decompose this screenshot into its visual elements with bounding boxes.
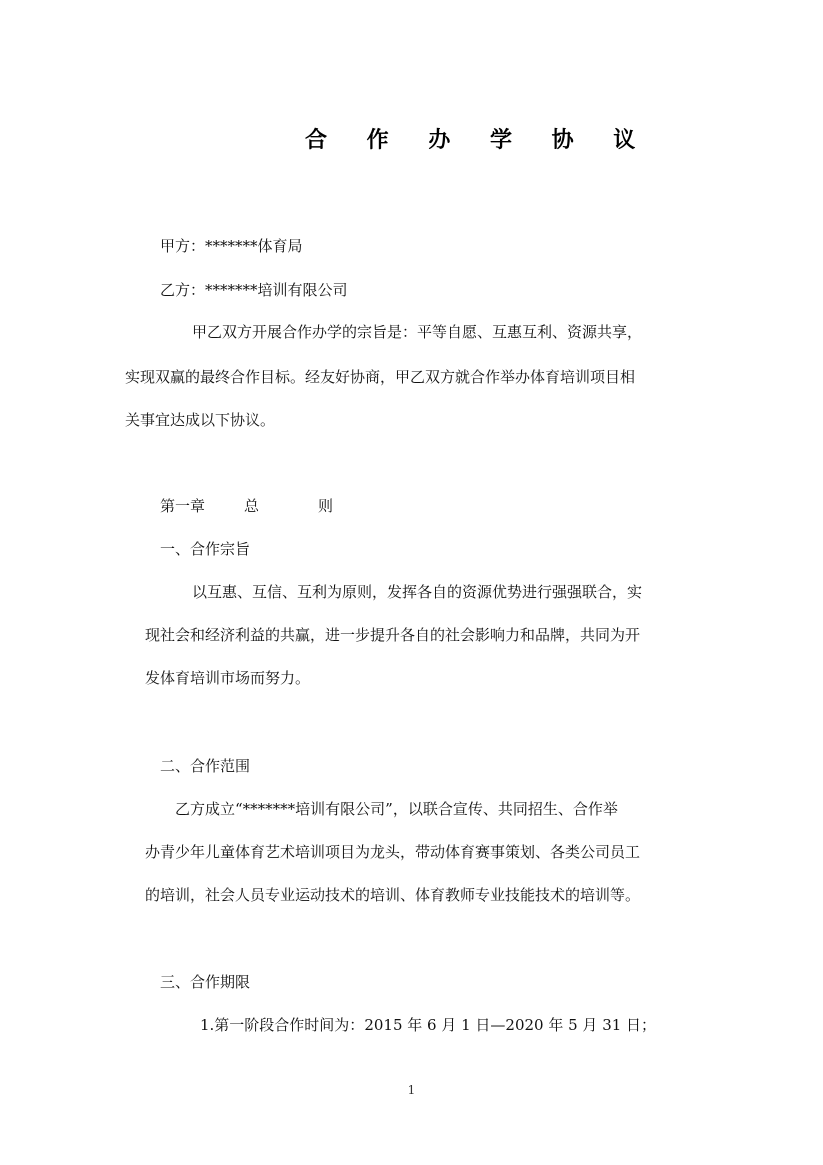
chapter-number: 第一章	[160, 497, 206, 515]
intro-line: 甲乙双方开展合作办学的宗旨是：平等自愿、互惠互利、资源共享，	[192, 323, 643, 341]
chapter-title-part: 总	[244, 497, 260, 515]
page-number: 1	[407, 1083, 416, 1097]
party-a: 甲方：*******体育局	[160, 237, 303, 255]
chapter-title-part: 则	[318, 497, 334, 515]
chapter-heading	[160, 496, 333, 516]
section-heading: 一、合作宗旨	[160, 540, 251, 558]
intro-line: 关事宜达成以下协议。	[125, 411, 276, 429]
section-heading: 三、合作期限	[160, 973, 251, 991]
section-line: 发体育培训市场而努力。	[145, 669, 311, 687]
section-line: 1.第一阶段合作时间为：2015 年 6 月 1 日—2020 年 5 月 31 日；	[200, 1016, 657, 1034]
section-line: 以互惠、互信、互利为原则，发挥各自的资源优势进行强强联合，实	[192, 583, 643, 601]
section-heading: 二、合作范围	[160, 757, 251, 775]
intro-line: 实现双赢的最终合作目标。经友好协商，甲乙双方就合作举办体育培训项目相	[125, 368, 636, 386]
party-b: 乙方：*******培训有限公司	[160, 281, 348, 299]
section-line: 的培训，社会人员专业运动技术的培训、体育教师专业技能技术的培训等。	[145, 886, 641, 904]
section-line: 乙方成立“*******培训有限公司”，以联合宣传、共同招生、合作举	[175, 800, 618, 818]
section-line: 现社会和经济利益的共赢，进一步提升各自的社会影响力和品牌，共同为开	[145, 626, 641, 644]
section-line: 办青少年儿童体育艺术培训项目为龙头，带动体育赛事策划、各类公司员工	[145, 843, 641, 861]
document-title: 合 作 办 学 协 议	[305, 127, 652, 153]
